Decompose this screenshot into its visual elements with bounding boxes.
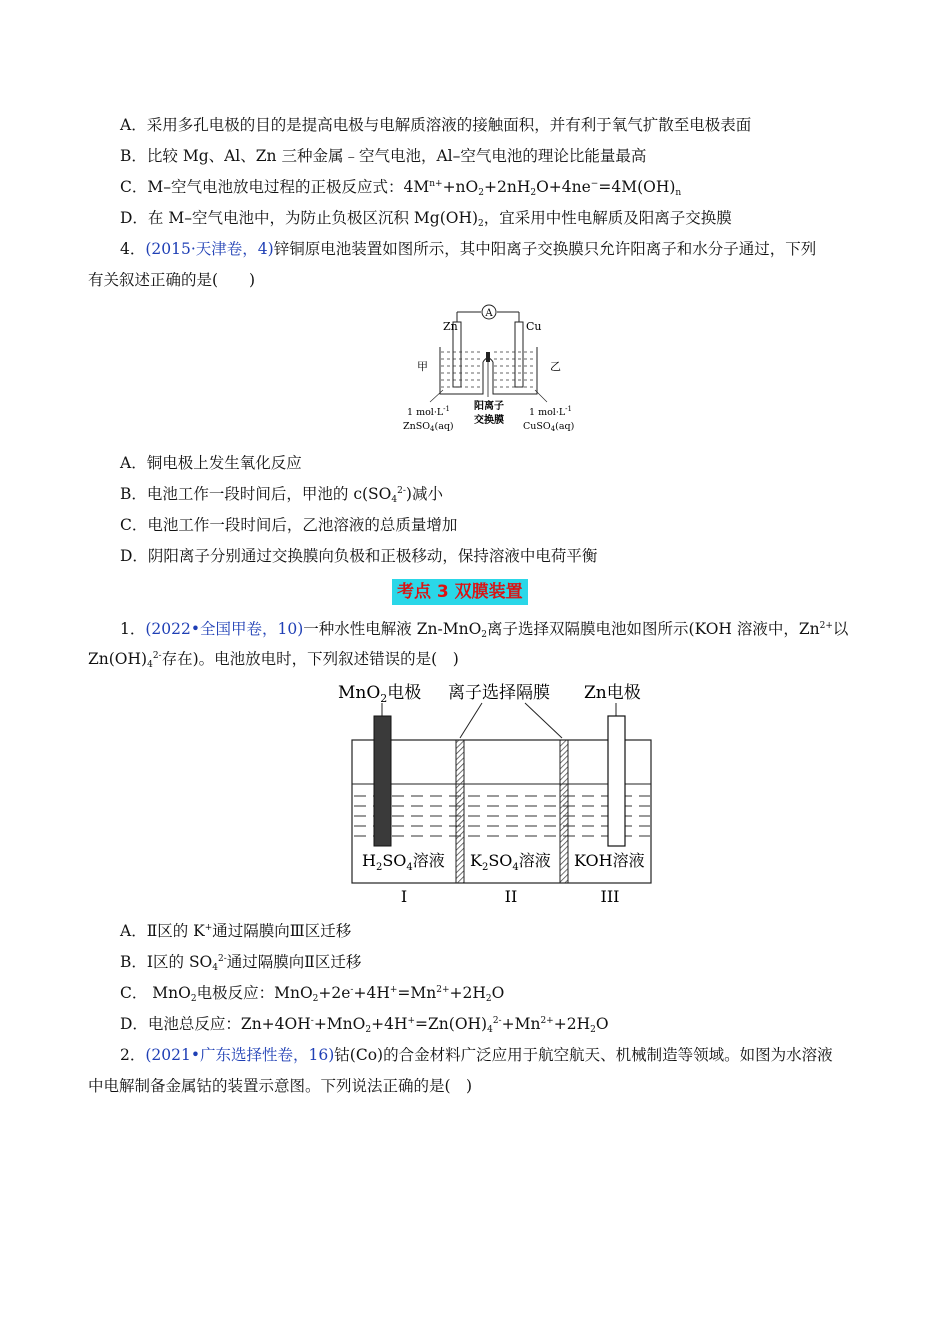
q4-option-b: B．电池工作一段时间后，甲池的 $c(SO_4^{2-})$减小 xyxy=(120,485,443,505)
s3q1-stem-line1: 1．(2022•全国甲卷，10)一种水性电解液 Zn-MnO$_2$离子选择双隔膜电池如图所示(KOH 溶液中，$Zn^{2+}$以 xyxy=(120,620,849,640)
zn-electrode xyxy=(608,716,625,846)
membrane-left xyxy=(456,740,464,883)
q3-option-c: C．M–空气电池放电过程的正极反应式：$4M^{n+}+nO_2+2nH_2O+4ne^-=4M(OH)_n$ xyxy=(120,178,682,198)
membrane-label: 离子选择隔膜 xyxy=(448,683,550,703)
mno2-electrode-label: MnO$_2$电极 xyxy=(338,683,422,705)
cu-label: Cu xyxy=(526,320,542,333)
s3q2-stem-line1: 2．(2021•广东选择性卷，16)钴(Co)的合金材料广泛应用于航空航天、机械制造等领域。如图为水溶液 xyxy=(120,1046,833,1064)
q4-option-a: A．铜电极上发生氧化反应 xyxy=(120,454,302,472)
q4-option-d: D．阴阳离子分别通过交换膜向负极和正极移动，保持溶液中电荷平衡 xyxy=(120,547,598,565)
s3q1-option-c: C． MnO$_2$电极反应：$MnO_2+2e^-+4H^+=Mn^{2+}+2H_2O$ xyxy=(120,984,505,1004)
s3q2-stem-line2: 中电解制备金属钴的装置示意图。下列说法正确的是( ) xyxy=(88,1077,473,1095)
q3-option-b: B．比较 Mg、Al、Zn 三种金属﹣空气电池，Al–空气电池的理论比能量最高 xyxy=(120,147,647,165)
membrane-label-2: 交换膜 xyxy=(474,415,504,426)
zn-label: Zn xyxy=(443,320,458,333)
h2so4-label: $H_2SO_4$溶液 xyxy=(362,851,445,873)
s3q1-option-a: A．Ⅱ区的 K+通过隔膜向Ⅲ区迁移 xyxy=(120,922,352,940)
zn-electrode-label: Zn电极 xyxy=(584,683,641,703)
q4-stem-line2: 有关叙述正确的是( ) xyxy=(88,271,256,289)
zn-cu-cell-figure xyxy=(395,302,595,437)
right-cell-label: 乙 xyxy=(550,360,561,373)
region-1-label: I xyxy=(400,887,408,906)
koh-label: KOH溶液 xyxy=(574,851,645,870)
left-concentration: 1 $mol\cdot L^{-1}$ xyxy=(407,405,450,418)
membrane-label-1: 阳离子 xyxy=(474,401,504,412)
left-cell-label: 甲 xyxy=(417,360,428,373)
cu-electrode xyxy=(515,322,523,387)
s3q1-stem-line2: $Zn(OH)_4^{2-}$存在)。电池放电时，下列叙述错误的是( ) xyxy=(88,650,459,670)
left-solution: ZnSO$_4$(aq) xyxy=(403,421,454,433)
q4-option-c: C．电池工作一段时间后，乙池溶液的总质量增加 xyxy=(120,516,458,534)
region-2-label: II xyxy=(504,887,518,906)
q3-option-a: A．采用多孔电极的目的是提高电极与电解质溶液的接触面积，并有利于氧气扩散至电极表面 xyxy=(120,116,752,134)
membrane-right xyxy=(560,740,568,883)
k2so4-label: $K_2SO_4$溶液 xyxy=(470,851,551,873)
dual-membrane-cell-figure xyxy=(330,676,670,908)
q4-stem-line1: 4．(2015·天津卷，4)锌铜原电池装置如图所示，其中阳离子交换膜只允许阳离子和水分子通过，下列 xyxy=(120,240,817,258)
ammeter-label: A xyxy=(485,308,493,319)
section-heading: 考点 3 双膜装置 xyxy=(392,579,528,605)
s3q1-option-b: B．Ⅰ区的 $SO_4^{2-}$通过隔膜向Ⅱ区迁移 xyxy=(120,953,362,973)
q3-option-d: D．在 M–空气电池中，为防止负极区沉积 $Mg(OH)_2$，宜采用中性电解质及阳离子交换膜 xyxy=(120,209,732,229)
mno2-electrode xyxy=(374,716,391,846)
right-solution: CuSO$_4$(aq) xyxy=(523,421,575,433)
s3q1-option-d: D．电池总反应：$Zn+4OH^-+MnO_2+4H^+=Zn(OH)_4^{2-}+Mn^{2+}+2H_2O$ xyxy=(120,1015,609,1035)
right-concentration: 1 $mol\cdot L^{-1}$ xyxy=(529,405,572,418)
region-3-label: III xyxy=(600,887,620,906)
cation-membrane xyxy=(486,352,490,362)
